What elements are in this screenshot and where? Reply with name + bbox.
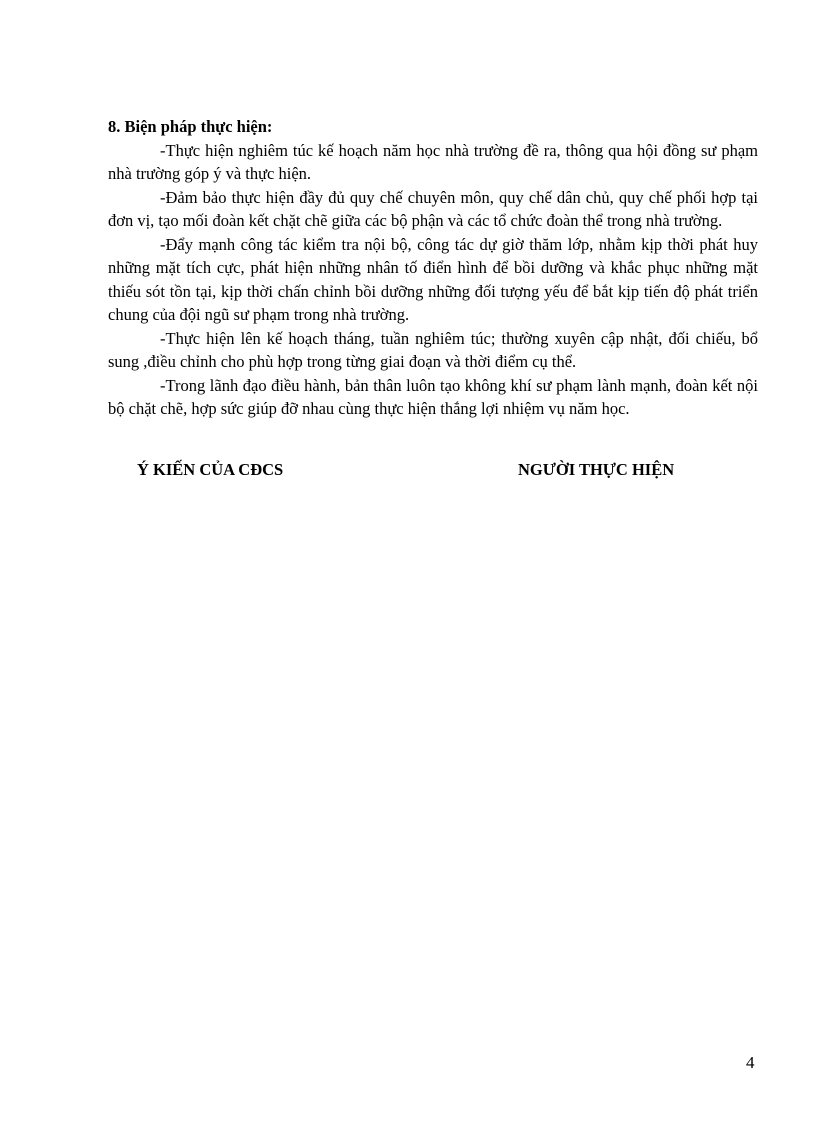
paragraph-leadership: -Trong lãnh đạo điều hành, bản thân luôn tạo không khí sư phạm lành mạnh, đoàn kết nội bộ chặt chẽ, hợp sức giúp đỡ nhau cùng thực hiện thắng lợi nhiệm vụ năm học. [108, 375, 758, 418]
implementer-label: NGƯỜI THỰC HIỆN [518, 460, 675, 479]
union-opinion-label: Ý KIẾN CỦA CĐCS [137, 460, 284, 479]
signature-block [0, 460, 816, 484]
paragraph-implement-plan: -Thực hiện nghiêm túc kế hoạch năm học nhà trường đề ra, thông qua hội đồng sư phạm nhà trường góp ý và thực hiện. [108, 140, 758, 183]
paragraph-internal-inspection: -Đẩy mạnh công tác kiểm tra nội bộ, công tác dự giờ thăm lớp, nhằm kịp thời phát huy những mặt tích cực, phát hiện những nhân tố điển hình để bồi dưỡng và khắc phục những mặt thiếu sót tồn tại, kịp thời chấn chỉnh bồi dưỡng những đối tượng yếu để bắt kịp tiến độ phát triển chung của đội ngũ sư phạm trong nhà trường. [108, 234, 758, 324]
page-number: 4 [746, 1053, 755, 1072]
document-body [108, 115, 758, 421]
paragraph-monthly-plan: -Thực hiện lên kế hoạch tháng, tuần nghiêm túc; thường xuyên cập nhật, đối chiếu, bổ sung ,điều chỉnh cho phù hợp trong từng giai đoạn và thời điểm cụ thể. [108, 328, 758, 371]
section-heading: 8. Biện pháp thực hiện: [108, 117, 273, 136]
paragraph-regulations: -Đảm bảo thực hiện đầy đủ quy chế chuyên môn, quy chế dân chủ, quy chế phối hợp tại đơn vị, tạo mối đoàn kết chặt chẽ giữa các bộ phận và các tổ chức đoàn thể trong nhà trường. [108, 187, 758, 230]
